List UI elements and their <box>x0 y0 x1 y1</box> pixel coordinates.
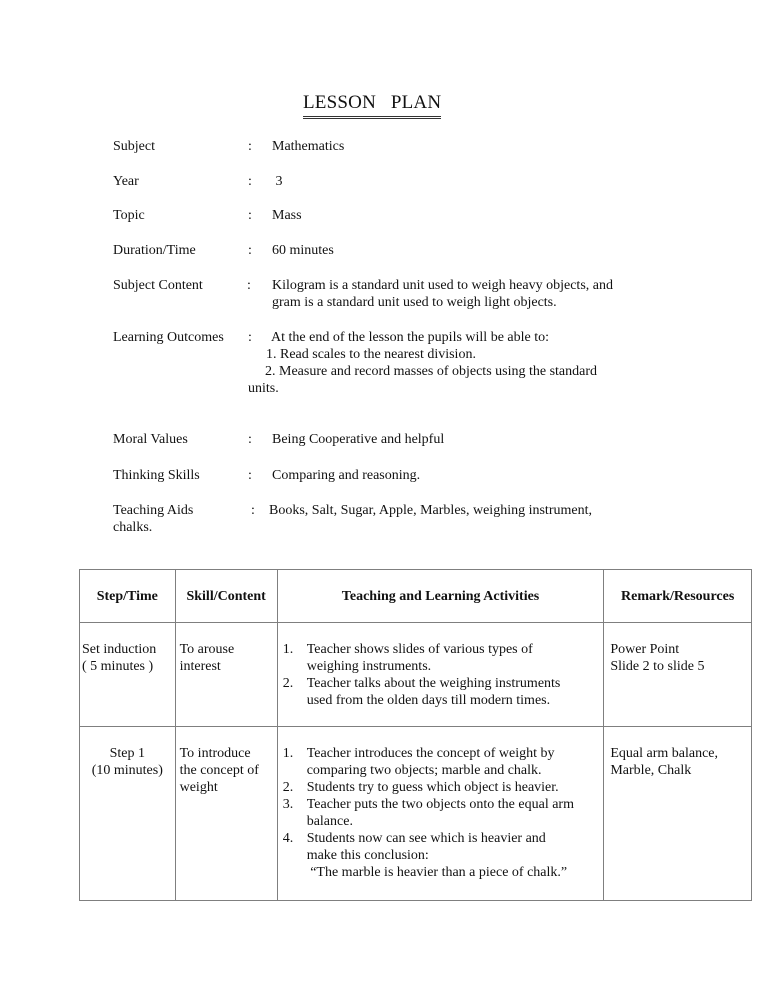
lesson-steps-table <box>79 569 752 901</box>
remark-line: Power Point <box>610 642 680 657</box>
field-value-line: chalks. <box>113 520 153 535</box>
cell-skill <box>175 727 277 901</box>
remark-line: Slide 2 to slide 5 <box>610 659 705 674</box>
field-value-line: gram is a standard unit used to weigh light objects. <box>272 295 557 310</box>
activities-list <box>278 641 600 709</box>
table-row <box>80 727 752 901</box>
field-colon: : <box>247 278 251 293</box>
cell-step <box>80 623 176 727</box>
skill-line: weight <box>179 780 218 795</box>
field-label: Learning Outcomes <box>113 330 224 345</box>
remark-line: Marble, Chalk <box>610 763 692 778</box>
outcome-item: 2. Measure and record masses of objects using the standard <box>265 364 598 379</box>
field-label: Duration/Time <box>113 243 196 258</box>
field-colon: : <box>248 468 252 483</box>
activity-item: 2. Students try to guess which object is heavier. <box>282 780 559 795</box>
field-label: Teaching Aids <box>113 503 194 518</box>
field-value: Mathematics <box>272 139 345 154</box>
cell-remarks <box>604 727 752 901</box>
field-label: Topic <box>113 208 145 223</box>
field-value: Mass <box>272 208 302 223</box>
step-label: Set induction <box>82 642 157 657</box>
skill-line: To introduce <box>179 746 251 761</box>
cell-remarks <box>604 623 752 727</box>
skill-line: To arouse <box>179 642 235 657</box>
field-value-line: units. <box>248 381 279 396</box>
step-duration: ( 5 minutes ) <box>82 659 154 674</box>
cell-activities <box>277 727 604 901</box>
header-remarks: Remark/Resources <box>604 570 752 623</box>
skill-line: the concept of <box>179 763 259 778</box>
cell-activities <box>277 623 604 727</box>
field-label: Subject Content <box>113 278 203 293</box>
field-colon: : <box>248 208 252 223</box>
field-value-line: Books, Salt, Sugar, Apple, Marbles, weighing instrument, <box>269 503 592 518</box>
step-label: Step 1 <box>109 746 145 761</box>
field-colon: : <box>248 330 252 345</box>
activity-item: 1. Teacher introduces the concept of weight by comparing two objects; marble and chalk. <box>282 746 555 778</box>
table-row <box>80 623 752 727</box>
header-activities: Teaching and Learning Activities <box>277 570 604 623</box>
field-value: 60 minutes <box>272 243 334 258</box>
header-skill-content: Skill/Content <box>175 570 277 623</box>
activities-list <box>278 745 600 881</box>
field-value: Comparing and reasoning. <box>272 468 421 483</box>
activity-item: 2. Teacher talks about the weighing instruments used from the olden days till modern times. <box>282 676 561 708</box>
cell-step <box>80 727 176 901</box>
skill-line: interest <box>179 659 221 674</box>
field-colon: : <box>248 139 252 154</box>
field-colon: : <box>248 432 252 447</box>
field-label: Subject <box>113 139 155 154</box>
table-header-row <box>80 570 752 623</box>
field-label: Moral Values <box>113 432 188 447</box>
document-title: LESSON PLAN <box>303 92 441 119</box>
remark-line: Equal arm balance, <box>610 746 719 761</box>
conclusion-quote: “The marble is heavier than a piece of chalk.” <box>306 865 568 880</box>
activity-item: 1. Teacher shows slides of various types of weighing instruments. <box>282 642 533 674</box>
field-label: Thinking Skills <box>113 468 200 483</box>
field-value-line: Kilogram is a standard unit used to weigh heavy objects, and <box>272 278 613 293</box>
activity-item: 3. Teacher puts the two objects onto the equal arm balance. <box>282 797 574 829</box>
step-duration: (10 minutes) <box>91 763 163 778</box>
field-label: Year <box>113 174 139 189</box>
field-colon: : <box>248 243 252 258</box>
activity-item: 4. Students now can see which is heavier and make this conclusion: “The marble is heavier than a piece of chalk.” <box>278 830 600 881</box>
field-value: 3 <box>272 174 283 189</box>
outcome-item: 1. Read scales to the nearest division. <box>266 347 476 362</box>
field-value: Being Cooperative and helpful <box>272 432 445 447</box>
field-colon: : <box>248 174 252 189</box>
field-colon: : <box>251 503 255 518</box>
field-value-line: At the end of the lesson the pupils will be able to: <box>271 330 550 345</box>
header-step-time: Step/Time <box>80 570 176 623</box>
cell-skill <box>175 623 277 727</box>
